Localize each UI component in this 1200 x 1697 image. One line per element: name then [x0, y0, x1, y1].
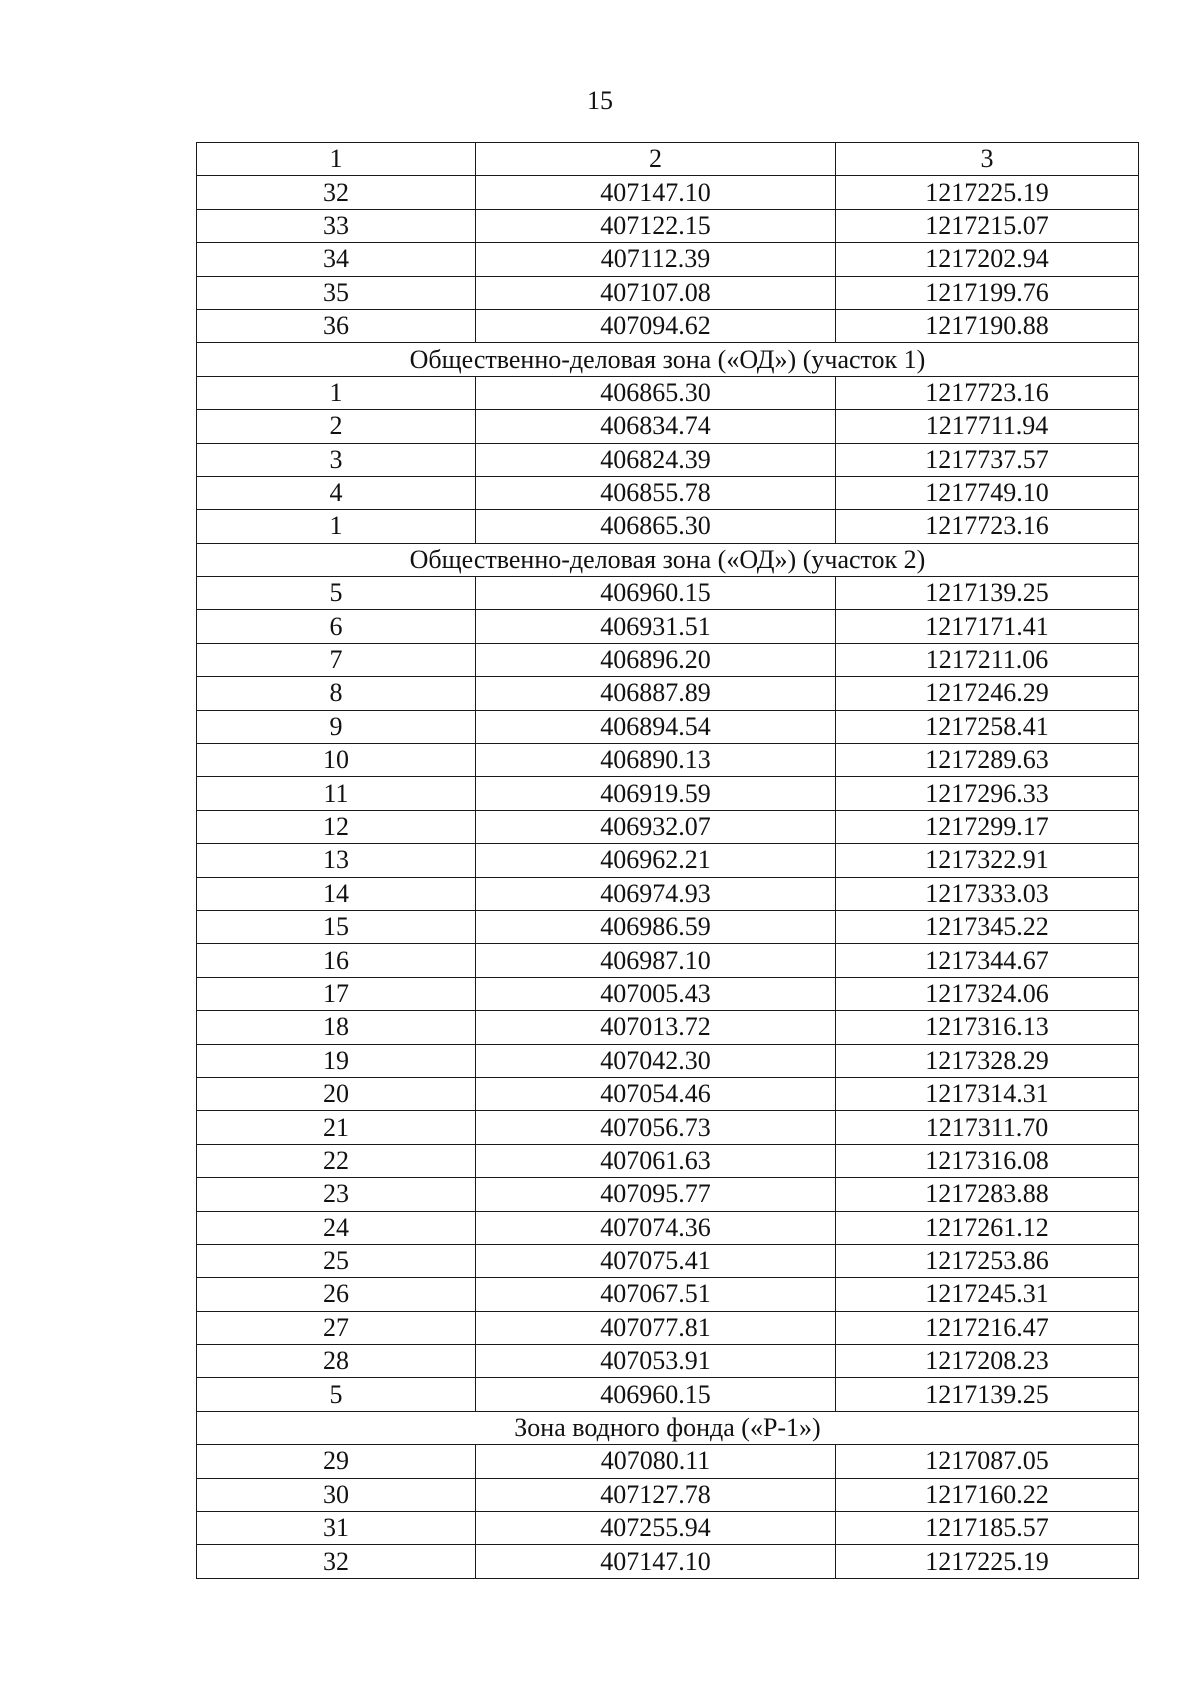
x-coordinate-cell: 406932.07: [476, 810, 836, 843]
point-number-cell: 15: [197, 910, 476, 943]
table-row: [197, 443, 1139, 476]
y-coordinate-cell: 1217328.29: [836, 1044, 1139, 1077]
table-row: [197, 877, 1139, 910]
point-number-cell: 17: [197, 977, 476, 1010]
x-coordinate-cell: 406865.30: [476, 376, 836, 409]
table-row: [197, 1545, 1139, 1578]
section-title: Общественно-деловая зона («ОД») (участок 1): [197, 343, 1139, 376]
x-coordinate-cell: 407005.43: [476, 977, 836, 1010]
y-coordinate-cell: 1217737.57: [836, 443, 1139, 476]
x-coordinate-cell: 406974.93: [476, 877, 836, 910]
table-row: [197, 209, 1139, 242]
y-coordinate-cell: 1217749.10: [836, 476, 1139, 509]
table-row: [197, 710, 1139, 743]
point-number-cell: 10: [197, 744, 476, 777]
table-row: [197, 944, 1139, 977]
y-coordinate-cell: 1217225.19: [836, 1545, 1139, 1578]
x-coordinate-cell: 407127.78: [476, 1478, 836, 1511]
point-number-cell: 9: [197, 710, 476, 743]
point-number-cell: 24: [197, 1211, 476, 1244]
point-number-cell: 32: [197, 176, 476, 209]
table-row: [197, 309, 1139, 342]
x-coordinate-cell: 406894.54: [476, 710, 836, 743]
point-number-cell: 4: [197, 476, 476, 509]
x-coordinate-cell: 407054.46: [476, 1077, 836, 1110]
point-number-cell: 5: [197, 1378, 476, 1411]
x-coordinate-cell: 407112.39: [476, 243, 836, 276]
point-number-cell: 31: [197, 1512, 476, 1545]
y-coordinate-cell: 1217283.88: [836, 1178, 1139, 1211]
x-coordinate-cell: 407147.10: [476, 1545, 836, 1578]
point-number-cell: 5: [197, 577, 476, 610]
y-coordinate-cell: 1217316.13: [836, 1011, 1139, 1044]
y-coordinate-cell: 1217322.91: [836, 844, 1139, 877]
y-coordinate-cell: 1217296.33: [836, 777, 1139, 810]
x-coordinate-cell: 406824.39: [476, 443, 836, 476]
coordinates-table: [196, 142, 1139, 1579]
y-coordinate-cell: 1217314.31: [836, 1077, 1139, 1110]
table-row: [197, 977, 1139, 1010]
header-cell-y: 3: [836, 143, 1139, 176]
point-number-cell: 1: [197, 510, 476, 543]
table-row: [197, 1144, 1139, 1177]
y-coordinate-cell: 1217316.08: [836, 1144, 1139, 1177]
table-row: [197, 1244, 1139, 1277]
table-row: [197, 810, 1139, 843]
table-row: [197, 1077, 1139, 1110]
x-coordinate-cell: 407061.63: [476, 1144, 836, 1177]
x-coordinate-cell: 407056.73: [476, 1111, 836, 1144]
y-coordinate-cell: 1217345.22: [836, 910, 1139, 943]
x-coordinate-cell: 407042.30: [476, 1044, 836, 1077]
point-number-cell: 28: [197, 1345, 476, 1378]
x-coordinate-cell: 407122.15: [476, 209, 836, 242]
point-number-cell: 23: [197, 1178, 476, 1211]
point-number-cell: 30: [197, 1478, 476, 1511]
x-coordinate-cell: 406865.30: [476, 510, 836, 543]
header-cell-x: 2: [476, 143, 836, 176]
y-coordinate-cell: 1217344.67: [836, 944, 1139, 977]
y-coordinate-cell: 1217087.05: [836, 1445, 1139, 1478]
x-coordinate-cell: 406855.78: [476, 476, 836, 509]
y-coordinate-cell: 1217723.16: [836, 510, 1139, 543]
table-row: [197, 1111, 1139, 1144]
y-coordinate-cell: 1217208.23: [836, 1345, 1139, 1378]
y-coordinate-cell: 1217311.70: [836, 1111, 1139, 1144]
section-header-row: [197, 343, 1139, 376]
x-coordinate-cell: 406887.89: [476, 677, 836, 710]
table-header-row: [197, 143, 1139, 176]
y-coordinate-cell: 1217215.07: [836, 209, 1139, 242]
point-number-cell: 7: [197, 643, 476, 676]
y-coordinate-cell: 1217202.94: [836, 243, 1139, 276]
table-row: [197, 643, 1139, 676]
table-row: [197, 1311, 1139, 1344]
x-coordinate-cell: 407107.08: [476, 276, 836, 309]
x-coordinate-cell: 407053.91: [476, 1345, 836, 1378]
section-title: Зона водного фонда («Р-1»): [197, 1411, 1139, 1444]
section-header-row: [197, 543, 1139, 576]
section-title: Общественно-деловая зона («ОД») (участок 2): [197, 543, 1139, 576]
table-row: [197, 1478, 1139, 1511]
x-coordinate-cell: 407013.72: [476, 1011, 836, 1044]
point-number-cell: 12: [197, 810, 476, 843]
x-coordinate-cell: 407080.11: [476, 1445, 836, 1478]
point-number-cell: 26: [197, 1278, 476, 1311]
point-number-cell: 34: [197, 243, 476, 276]
point-number-cell: 35: [197, 276, 476, 309]
table-row: [197, 1211, 1139, 1244]
page-number: 15: [587, 86, 613, 115]
table-row: [197, 677, 1139, 710]
table-row: [197, 610, 1139, 643]
x-coordinate-cell: 406919.59: [476, 777, 836, 810]
y-coordinate-cell: 1217185.57: [836, 1512, 1139, 1545]
point-number-cell: 8: [197, 677, 476, 710]
point-number-cell: 33: [197, 209, 476, 242]
x-coordinate-cell: 406962.21: [476, 844, 836, 877]
y-coordinate-cell: 1217216.47: [836, 1311, 1139, 1344]
y-coordinate-cell: 1217245.31: [836, 1278, 1139, 1311]
table-row: [197, 510, 1139, 543]
x-coordinate-cell: 407077.81: [476, 1311, 836, 1344]
point-number-cell: 1: [197, 376, 476, 409]
point-number-cell: 20: [197, 1077, 476, 1110]
y-coordinate-cell: 1217190.88: [836, 309, 1139, 342]
y-coordinate-cell: 1217723.16: [836, 376, 1139, 409]
x-coordinate-cell: 407094.62: [476, 309, 836, 342]
table-row: [197, 1445, 1139, 1478]
table-row: [197, 1011, 1139, 1044]
x-coordinate-cell: 406834.74: [476, 410, 836, 443]
point-number-cell: 32: [197, 1545, 476, 1578]
point-number-cell: 29: [197, 1445, 476, 1478]
y-coordinate-cell: 1217333.03: [836, 877, 1139, 910]
point-number-cell: 19: [197, 1044, 476, 1077]
point-number-cell: 3: [197, 443, 476, 476]
table-row: [197, 476, 1139, 509]
point-number-cell: 22: [197, 1144, 476, 1177]
table-row: [197, 1512, 1139, 1545]
table-row: [197, 1345, 1139, 1378]
table-row: [197, 1378, 1139, 1411]
table-row: [197, 844, 1139, 877]
x-coordinate-cell: 406960.15: [476, 577, 836, 610]
table-row: [197, 1044, 1139, 1077]
point-number-cell: 16: [197, 944, 476, 977]
y-coordinate-cell: 1217299.17: [836, 810, 1139, 843]
point-number-cell: 36: [197, 309, 476, 342]
x-coordinate-cell: 406890.13: [476, 744, 836, 777]
table-row: [197, 276, 1139, 309]
coordinates-table-body: [197, 143, 1139, 1579]
y-coordinate-cell: 1217139.25: [836, 577, 1139, 610]
y-coordinate-cell: 1217211.06: [836, 643, 1139, 676]
point-number-cell: 13: [197, 844, 476, 877]
y-coordinate-cell: 1217324.06: [836, 977, 1139, 1010]
x-coordinate-cell: 407095.77: [476, 1178, 836, 1211]
table-row: [197, 1178, 1139, 1211]
y-coordinate-cell: 1217261.12: [836, 1211, 1139, 1244]
point-number-cell: 25: [197, 1244, 476, 1277]
x-coordinate-cell: 407147.10: [476, 176, 836, 209]
point-number-cell: 11: [197, 777, 476, 810]
section-header-row: [197, 1411, 1139, 1444]
table-row: [197, 376, 1139, 409]
y-coordinate-cell: 1217253.86: [836, 1244, 1139, 1277]
x-coordinate-cell: 406931.51: [476, 610, 836, 643]
x-coordinate-cell: 406896.20: [476, 643, 836, 676]
y-coordinate-cell: 1217246.29: [836, 677, 1139, 710]
point-number-cell: 2: [197, 410, 476, 443]
y-coordinate-cell: 1217225.19: [836, 176, 1139, 209]
x-coordinate-cell: 406987.10: [476, 944, 836, 977]
point-number-cell: 21: [197, 1111, 476, 1144]
x-coordinate-cell: 406986.59: [476, 910, 836, 943]
x-coordinate-cell: 407067.51: [476, 1278, 836, 1311]
point-number-cell: 18: [197, 1011, 476, 1044]
table-row: [197, 910, 1139, 943]
point-number-cell: 14: [197, 877, 476, 910]
y-coordinate-cell: 1217160.22: [836, 1478, 1139, 1511]
point-number-cell: 27: [197, 1311, 476, 1344]
y-coordinate-cell: 1217258.41: [836, 710, 1139, 743]
y-coordinate-cell: 1217171.41: [836, 610, 1139, 643]
table-row: [197, 777, 1139, 810]
y-coordinate-cell: 1217199.76: [836, 276, 1139, 309]
y-coordinate-cell: 1217289.63: [836, 744, 1139, 777]
table-row: [197, 410, 1139, 443]
table-row: [197, 176, 1139, 209]
point-number-cell: 6: [197, 610, 476, 643]
y-coordinate-cell: 1217711.94: [836, 410, 1139, 443]
table-row: [197, 1278, 1139, 1311]
table-row: [197, 243, 1139, 276]
table-row: [197, 744, 1139, 777]
x-coordinate-cell: 407255.94: [476, 1512, 836, 1545]
header-cell-point: 1: [197, 143, 476, 176]
y-coordinate-cell: 1217139.25: [836, 1378, 1139, 1411]
x-coordinate-cell: 407074.36: [476, 1211, 836, 1244]
x-coordinate-cell: 407075.41: [476, 1244, 836, 1277]
table-row: [197, 577, 1139, 610]
x-coordinate-cell: 406960.15: [476, 1378, 836, 1411]
